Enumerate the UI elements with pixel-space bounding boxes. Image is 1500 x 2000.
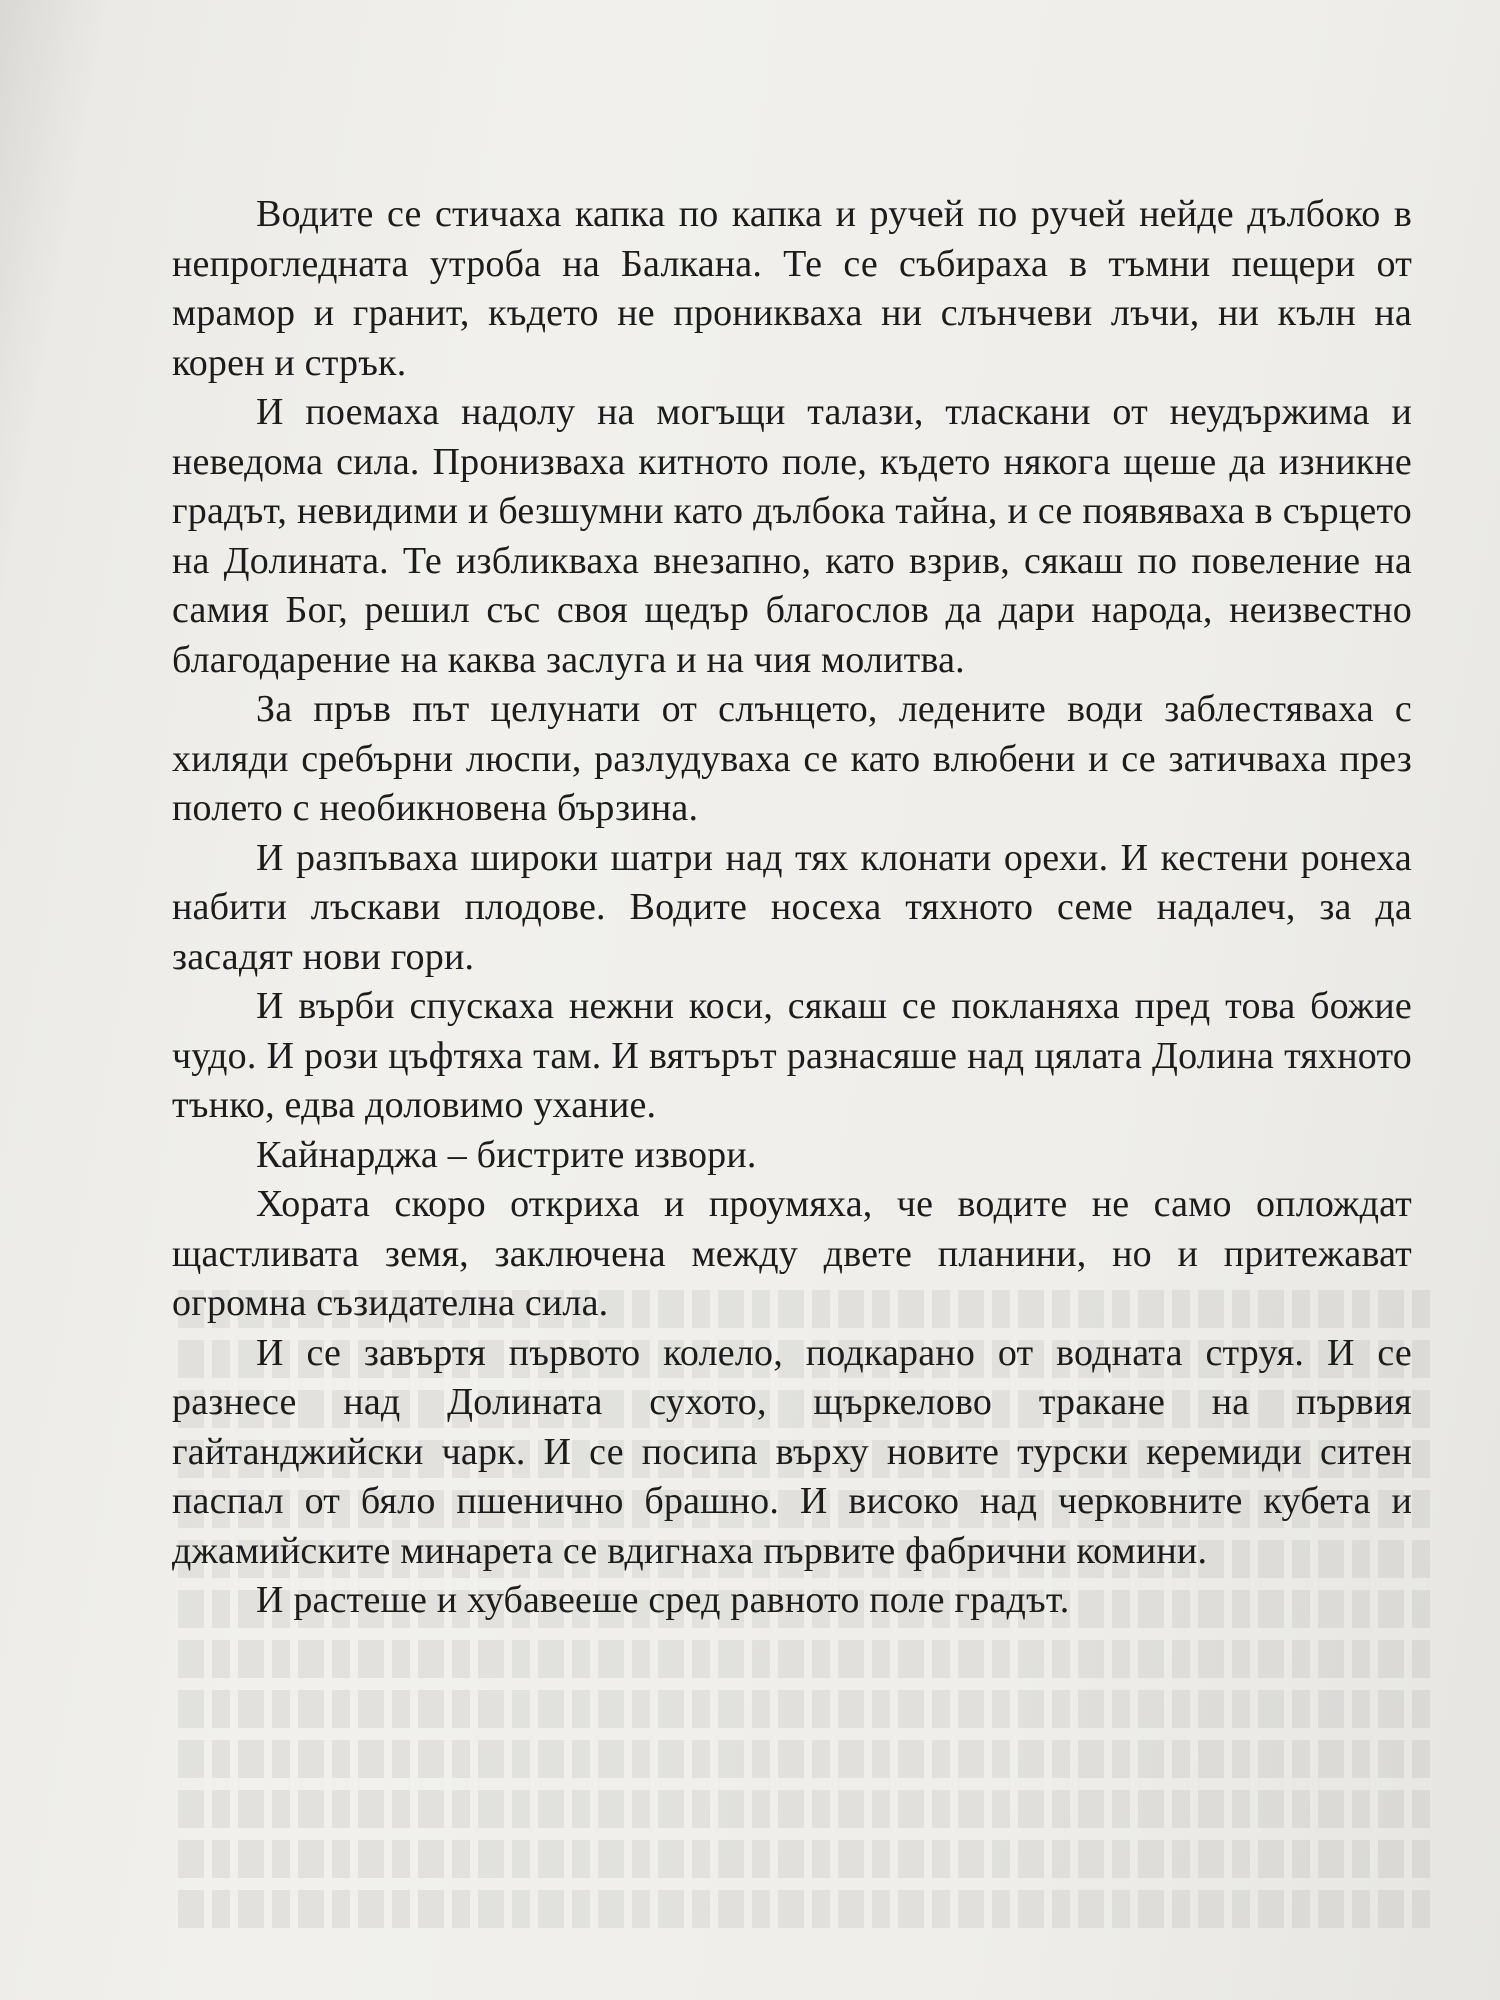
paragraph-4: И разпъваха широки шатри над тях клонати орехи. И кестени ронеха набити лъскави плодове. Водите носеха тяхното семе надалеч, за да засадят нови гори. xyxy=(172,836,1412,978)
paragraph-1: Водите се стичаха капка по капка и ручей по ручей нейде дълбоко в непрогледната утроба на Балкана. Те се събираха в тъмни пещери от мрамор и гранит, където не проникваха ни слънчеви лъчи, ни кълн на корен и стрък. xyxy=(172,193,1412,384)
paragraph-6: Кайнарджа – бистрите извори. xyxy=(256,1133,757,1176)
paragraph-3: За пръв път целунати от слънцето, ледените води заблестяваха с хиляди сребърни люспи, разлудуваха се като влюбени и се затичваха през полето с необикновена бързина. xyxy=(172,688,1412,829)
paragraph-2: И поемаха надолу на могъщи талази, тласкани от неудържима и неведома сила. Пронизваха китното поле, където някога щеше да изникне градът, невидими и безшумни като дълбока тайна, и се появяваха в сърцето на Долината. Те избликваха внезапно, като взрив, сякаш по повеление на самия Бог, решил със своя щедър благослов да дари народа, неизвестно благодарение на каква заслуга и на чия молитва. xyxy=(172,391,1412,681)
paragraph-9: И растеше и хубавееше сред равното поле градът. xyxy=(256,1579,1070,1621)
paragraph-7: Хората скоро откриха и проумяха, че водите не само оплождат щастливата земя, заключена между двете планини, но и притежават огромна съзидателна сила. xyxy=(172,1183,1412,1324)
paragraph-8: И се завъртя първото колело, подкарано от водната струя. И се разнесе над Долината сухото, щъркелово тракане на първия гайтанджийски чарк. И се посипа върху новите турски керемиди ситен паспал от бяло пшенично брашно. И високо над черковните кубета и джамийските минарета се вдигнаха първите фабрични комини. xyxy=(172,1331,1412,1572)
body-text xyxy=(172,190,1412,1626)
paragraph-5: И върби спускаха нежни коси, сякаш се покланяха пред това божие чудо. И рози цъфтяха там. И вятърът разнасяше над цялата Долина тяхното тънко, едва доловимо ухание. xyxy=(172,985,1412,1126)
